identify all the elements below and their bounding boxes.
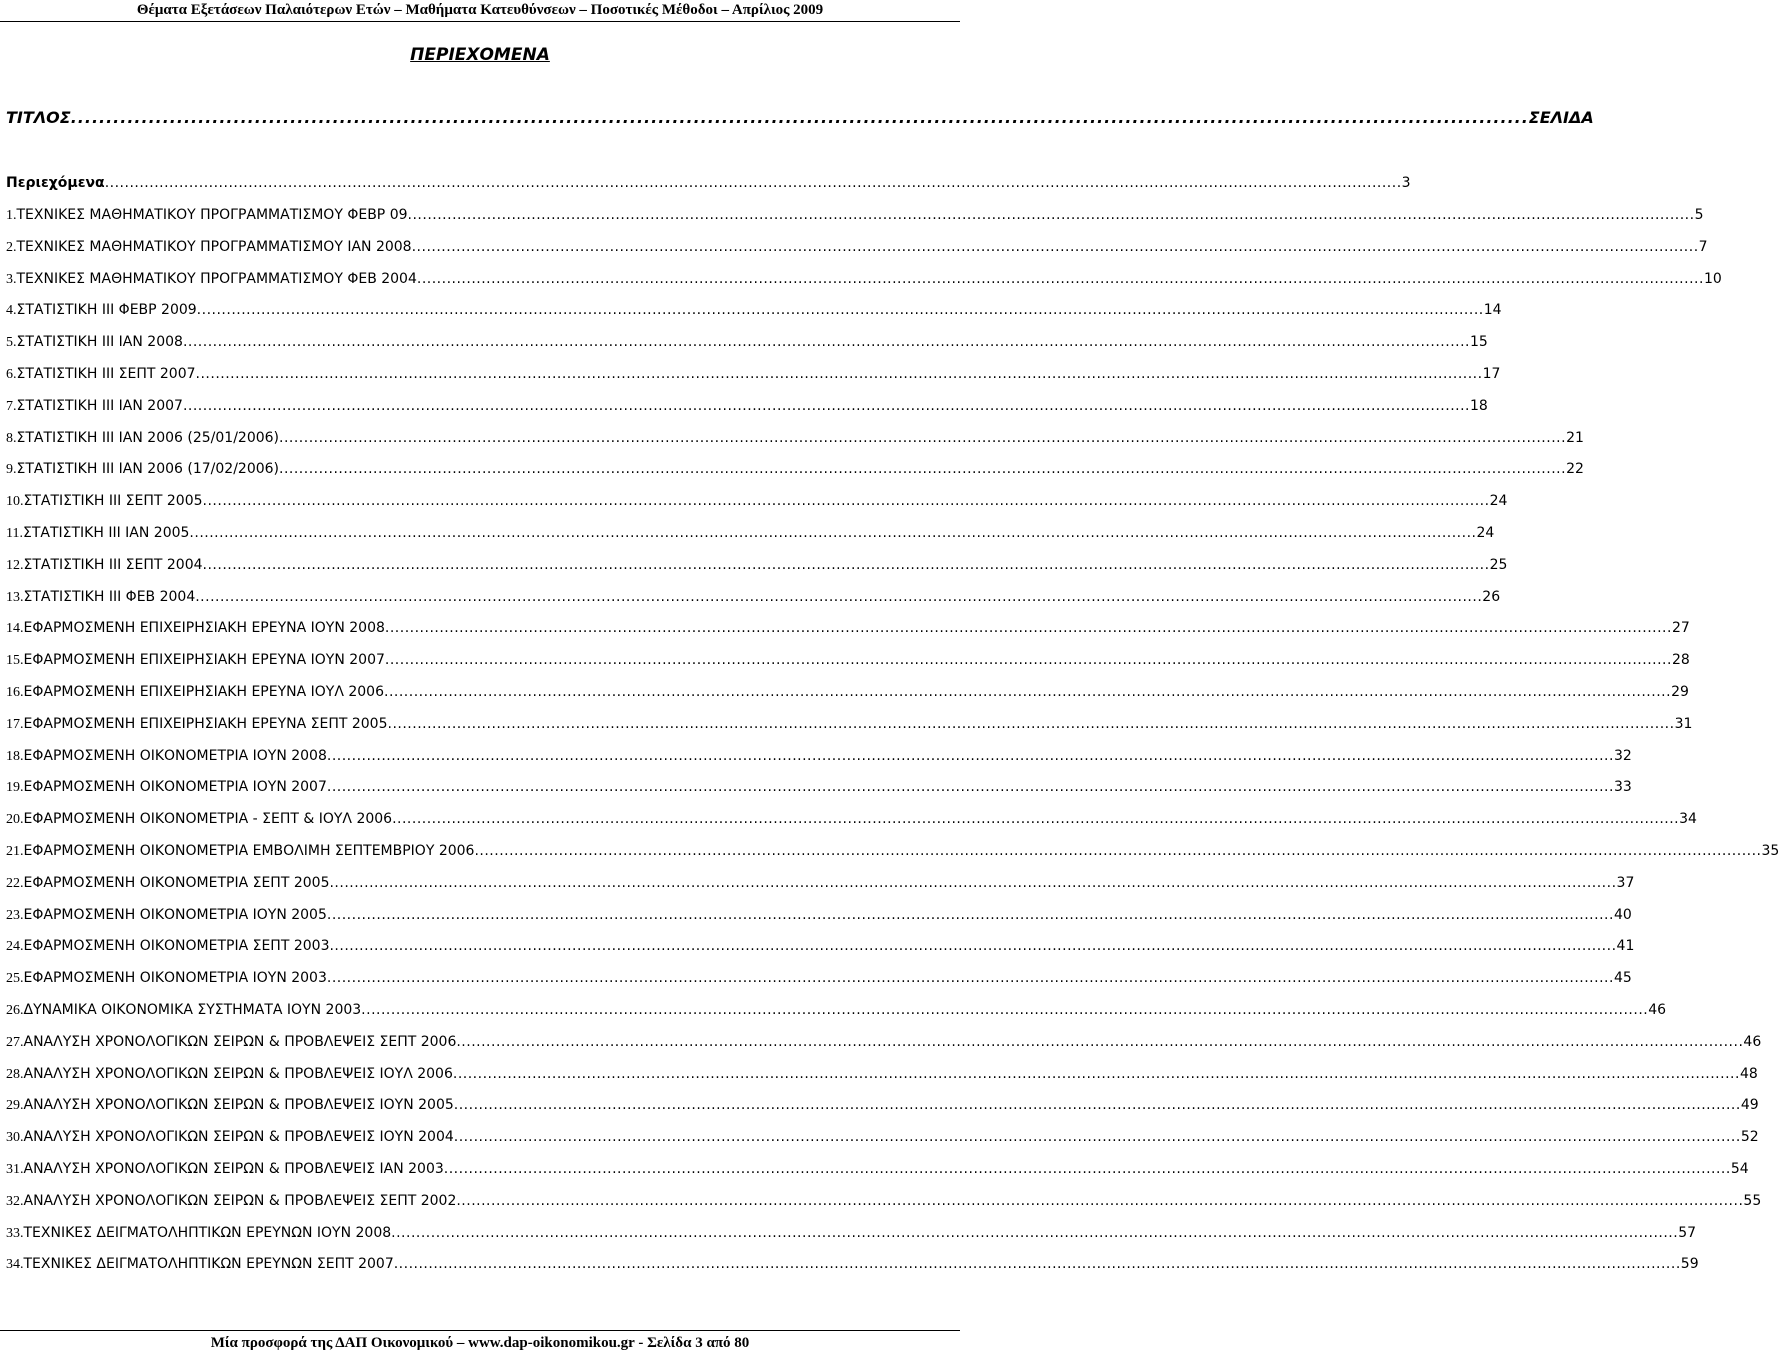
toc-entry-title: ΤΕΧΝΙΚΕΣ ΜΑΘΗΜΑΤΙΚΟΥ ΠΡΟΓΡΑΜΜΑΤΙΣΜΟΥ ΦΕΒ 2004 [16, 271, 417, 287]
toc-entry-page: 24 [1489, 493, 1508, 509]
toc-entry[interactable] [0, 999, 1667, 1021]
toc-entry-page: 49 [1740, 1097, 1759, 1113]
toc-entry-page: 52 [1740, 1129, 1759, 1145]
toc-entry-title: ΑΝΑΛΥΣΗ ΧΡΟΝΟΛΟΓΙΚΩΝ ΣΕΙΡΩΝ & ΠΡΟΒΛΕΨΕΙΣ ΙΟΥΛ 2006 [23, 1066, 453, 1082]
toc-entry-title: ΕΦΑΡΜΟΣΜΕΝΗ ΕΠΙΧΕΙΡΗΣΙΑΚΗ ΕΡΕΥΝΑ ΣΕΠΤ 2005 [23, 716, 388, 732]
dot-leader: .................................................................................................................................................................................................................................................................... [392, 811, 1680, 827]
toc-entry-number: 2. [6, 240, 17, 255]
dot-leader: .............................................................................................................................................................................................................. [70, 108, 1529, 127]
dot-leader: .................................................................................................................................................................................................................................................................... [456, 1034, 1744, 1050]
dot-leader: .................................................................................................................................................................................................................................................................... [279, 461, 1567, 477]
toc-entry[interactable] [0, 776, 1632, 798]
toc-entry-page: 41 [1616, 938, 1635, 954]
toc-entry-page: 5 [1694, 207, 1704, 223]
toc-entry[interactable] [0, 1158, 1749, 1180]
dot-leader: .................................................................................................................................................................................................................................................................... [393, 1256, 1681, 1272]
toc-entry-page: 40 [1613, 907, 1632, 923]
dot-leader: .................................................................................................................................................................................................................................................................... [202, 557, 1490, 573]
dot-leader: .................................................................................................................................................................................................................................................................... [384, 684, 1672, 700]
dot-leader: .................................................................................................................................................................................................................................................................... [474, 843, 1762, 859]
toc-entry[interactable] [0, 617, 1690, 639]
toc-entry-number: 5. [6, 335, 17, 350]
toc-entry[interactable] [0, 363, 1501, 385]
toc-entry-title: ΤΕΧΝΙΚΕΣ ΔΕΙΓΜΑΤΟΛΗΠΤΙΚΩΝ ΕΡΕΥΝΩΝ ΙΟΥΝ 2008 [23, 1225, 392, 1241]
toc-entry[interactable] [0, 649, 1690, 671]
toc-entry-title: ΣΤΑΤΙΣΤΙΚΗ ΙΙΙ ΙΑΝ 2005 [22, 525, 190, 541]
toc-entry-title: ΤΕΧΝΙΚΕΣ ΜΑΘΗΜΑΤΙΚΟΥ ΠΡΟΓΡΑΜΜΑΤΙΣΜΟΥ ΙΑΝ 2008 [16, 239, 412, 255]
dot-leader: .................................................................................................................................................................................................................................................................... [453, 1097, 1741, 1113]
toc-entry[interactable] [0, 840, 1779, 862]
header-rule [0, 21, 960, 22]
toc-entry-title: ΕΦΑΡΜΟΣΜΕΝΗ ΟΙΚΟΝΟΜΕΤΡΙΑ ΕΜΒΟΛΙΜΗ ΣΕΠΤΕΜΒΡΙΟΥ 2006 [23, 843, 475, 859]
toc-entry-title: Περιεχόμενα [6, 175, 105, 191]
toc-entry[interactable] [0, 967, 1632, 989]
toc-entry-title: ΣΤΑΤΙΣΤΙΚΗ ΙΙΙ ΦΕΒΡ 2009 [16, 302, 197, 318]
toc-entry[interactable] [0, 395, 1488, 417]
toc-entry-page: 57 [1678, 1225, 1697, 1241]
toc-entry[interactable] [0, 586, 1501, 608]
dot-leader: .................................................................................................................................................................................................................................................................... [182, 398, 1470, 414]
toc-entry-page: 55 [1743, 1193, 1762, 1209]
footer-rule [0, 1330, 960, 1331]
toc-entry-page: 28 [1671, 652, 1690, 668]
toc-entry-title: ΣΤΑΤΙΣΤΙΚΗ ΙΙΙ ΦΕΒ 2004 [23, 589, 196, 605]
dot-leader: .................................................................................................................................................................................................................................................................... [456, 1193, 1744, 1209]
toc-entry[interactable] [0, 522, 1495, 544]
toc-entry-page: 17 [1482, 366, 1501, 382]
toc-entry-number: 8. [6, 431, 17, 446]
toc-entry-number: 19. [6, 780, 24, 795]
toc-entry-number: 23. [6, 908, 24, 923]
toc-entry[interactable] [0, 236, 1708, 258]
toc-entry-page: 27 [1671, 620, 1690, 636]
dot-leader: .................................................................................................................................................................................................................................................................... [411, 239, 1699, 255]
toc-entry-title: ΔΥΝΑΜΙΚΑ ΟΙΚΟΝΟΜΙΚΑ ΣΥΣΤΗΜΑΤΑ ΙΟΥΝ 2003 [23, 1002, 362, 1018]
toc-entry-number: 25. [6, 971, 24, 986]
toc-entry-page: 14 [1483, 302, 1502, 318]
toc-entry-number: 11. [6, 526, 23, 541]
toc-entry-page: 26 [1482, 589, 1501, 605]
toc-entry[interactable] [0, 458, 1584, 480]
dot-leader: .................................................................................................................................................................................................................................................................... [407, 207, 1695, 223]
toc-entry-number: 7. [6, 399, 17, 414]
toc-entry-number: 17. [6, 717, 24, 732]
running-footer: Μία προσφορά της ΔΑΠ Οικονομικού – www.dap-oikonomikou.gr - Σελίδα 3 από 80 [210, 1335, 750, 1351]
toc-entry-title: ΕΦΑΡΜΟΣΜΕΝΗ ΟΙΚΟΝΟΜΕΤΡΙΑ ΙΟΥΝ 2003 [23, 970, 327, 986]
toc-entry-number: 1. [6, 208, 17, 223]
toc-entry-contents[interactable] [0, 172, 1411, 194]
dot-leader: .................................................................................................................................................................................................................................................................... [326, 907, 1614, 923]
toc-column-headings [6, 107, 1594, 129]
dot-leader: .................................................................................................................................................................................................................................................................... [326, 748, 1614, 764]
dot-leader: .................................................................................................................................................................................................................................................................... [384, 620, 1672, 636]
toc-entry-page: 45 [1613, 970, 1632, 986]
toc-entry-page: 34 [1679, 811, 1697, 827]
toc-entry-page: 24 [1476, 525, 1495, 541]
dot-leader: .................................................................................................................................................................................................................................................................... [182, 334, 1470, 350]
dot-leader: .................................................................................................................................................................................................................................................................... [189, 525, 1477, 541]
toc-entry-number: 27. [6, 1035, 24, 1050]
dot-leader: ...................................................................................................................................................................................................................................................................... [104, 175, 1402, 191]
toc-entry-number: 26. [6, 1003, 24, 1018]
toc-entry-page: 15 [1470, 334, 1488, 350]
toc-entry-page: 3 [1401, 175, 1411, 191]
toc-entry[interactable] [0, 1094, 1759, 1116]
dot-leader: .................................................................................................................................................................................................................................................................... [195, 589, 1483, 605]
toc-entry-number: 21. [6, 844, 24, 859]
toc-entry-title: ΣΤΑΤΙΣΤΙΚΗ ΙΙΙ ΙΑΝ 2006 (17/02/2006) [16, 461, 279, 477]
toc-entry-title: ΕΦΑΡΜΟΣΜΕΝΗ ΕΠΙΧΕΙΡΗΣΙΑΚΗ ΕΡΕΥΝΑ ΙΟΥΝ 2008 [23, 620, 385, 636]
toc-entry-title: ΕΦΑΡΜΟΣΜΕΝΗ ΟΙΚΟΝΟΜΕΤΡΙΑ - ΣΕΠΤ & ΙΟΥΛ 2006 [23, 811, 393, 827]
toc-entry-title: ΕΦΑΡΜΟΣΜΕΝΗ ΟΙΚΟΝΟΜΕΤΡΙΑ ΙΟΥΝ 2005 [23, 907, 327, 923]
toc-entry-title: ΤΕΧΝΙΚΕΣ ΜΑΘΗΜΑΤΙΚΟΥ ΠΡΟΓΡΑΜΜΑΤΙΣΜΟΥ ΦΕΒΡ 09 [16, 207, 408, 223]
dot-leader: .................................................................................................................................................................................................................................................................... [202, 493, 1490, 509]
toc-entry-title: ΣΤΑΤΙΣΤΙΚΗ ΙΙΙ ΣΕΠΤ 2004 [23, 557, 203, 573]
dot-leader: .................................................................................................................................................................................................................................................................... [326, 779, 1614, 795]
toc-entry-page: 54 [1730, 1161, 1749, 1177]
toc-entry-page: 46 [1648, 1002, 1667, 1018]
toc-entry-number: 22. [6, 876, 24, 891]
toc-entry-page: 35 [1761, 843, 1779, 859]
toc-entry-page: 31 [1674, 716, 1693, 732]
toc-entry-page: 10 [1703, 271, 1722, 287]
toc-entry[interactable] [0, 681, 1689, 703]
toc-entry-title: ΕΦΑΡΜΟΣΜΕΝΗ ΟΙΚΟΝΟΜΕΤΡΙΑ ΙΟΥΝ 2007 [23, 779, 327, 795]
toc-entry[interactable] [0, 1222, 1697, 1244]
toc-entry-number: 10. [6, 494, 24, 509]
toc-entry-number: 34. [6, 1257, 24, 1272]
dot-leader: .................................................................................................................................................................................................................................................................... [443, 1161, 1731, 1177]
toc-entry-number: 32. [6, 1194, 24, 1209]
dot-leader: .................................................................................................................................................................................................................................................................... [195, 366, 1483, 382]
toc-entry-page: 46 [1743, 1034, 1762, 1050]
toc-entry-number: 33. [6, 1226, 24, 1241]
toc-entry-page: 59 [1680, 1256, 1699, 1272]
toc-entry[interactable] [0, 554, 1508, 576]
toc-entry-page: 21 [1566, 430, 1584, 446]
toc-entry-number: 12. [6, 558, 24, 573]
toc-entry-number: 9. [6, 462, 17, 477]
dot-leader: .................................................................................................................................................................................................................................................................... [384, 652, 1672, 668]
title-column-heading: ΤΙΤΛΟΣ [6, 108, 71, 127]
toc-entry-number: 20. [6, 812, 24, 827]
dot-leader: .................................................................................................................................................................................................................................................................... [391, 1225, 1679, 1241]
toc-entry-page: 48 [1739, 1066, 1758, 1082]
toc-entry[interactable] [0, 1190, 1762, 1212]
toc-entry-number: 16. [6, 685, 24, 700]
toc-entry[interactable] [0, 1253, 1699, 1275]
toc-entry-title: ΣΤΑΤΙΣΤΙΚΗ ΙΙΙ ΙΑΝ 2007 [16, 398, 183, 414]
dot-leader: .................................................................................................................................................................................................................................................................... [279, 430, 1567, 446]
toc-entry-number: 28. [6, 1067, 24, 1082]
toc-entry[interactable] [0, 490, 1508, 512]
toc-entry-title: ΑΝΑΛΥΣΗ ΧΡΟΝΟΛΟΓΙΚΩΝ ΣΕΙΡΩΝ & ΠΡΟΒΛΕΨΕΙΣ ΣΕΠΤ 2006 [23, 1034, 457, 1050]
dot-leader: .................................................................................................................................................................................................................................................................... [416, 271, 1704, 287]
toc-entry-title: ΕΦΑΡΜΟΣΜΕΝΗ ΟΙΚΟΝΟΜΕΤΡΙΑ ΣΕΠΤ 2005 [23, 875, 330, 891]
toc-entry[interactable] [0, 204, 1704, 226]
toc-entry-title: ΕΦΑΡΜΟΣΜΕΝΗ ΟΙΚΟΝΟΜΕΤΡΙΑ ΣΕΠΤ 2003 [23, 938, 330, 954]
page-column-heading: ΣΕΛΙΔΑ [1528, 108, 1594, 127]
toc-entry-page: 18 [1470, 398, 1488, 414]
toc-entry[interactable] [0, 1063, 1758, 1085]
toc-entry-title: ΕΦΑΡΜΟΣΜΕΝΗ ΟΙΚΟΝΟΜΕΤΡΙΑ ΙΟΥΝ 2008 [23, 748, 327, 764]
toc-entry-page: 33 [1613, 779, 1632, 795]
toc-entry-title: ΣΤΑΤΙΣΤΙΚΗ ΙΙΙ ΙΑΝ 2008 [16, 334, 183, 350]
toc-entry-title: ΣΤΑΤΙΣΤΙΚΗ ΙΙΙ ΙΑΝ 2006 (25/01/2006) [16, 430, 279, 446]
toc-entry-number: 3. [6, 272, 17, 287]
toc-entry-title: ΕΦΑΡΜΟΣΜΕΝΗ ΕΠΙΧΕΙΡΗΣΙΑΚΗ ΕΡΕΥΝΑ ΙΟΥΝ 2007 [23, 652, 385, 668]
toc-entry[interactable] [0, 1126, 1759, 1148]
running-header: Θέματα Εξετάσεων Παλαιότερων Ετών – Μαθήματα Κατευθύνσεων – Ποσοτικές Μέθοδοι – Απρίλιος 2009 [136, 2, 824, 18]
toc-entry[interactable] [0, 745, 1632, 767]
toc-entry-number: 30. [6, 1130, 24, 1145]
toc-entry-title: ΕΦΑΡΜΟΣΜΕΝΗ ΕΠΙΧΕΙΡΗΣΙΑΚΗ ΕΡΕΥΝΑ ΙΟΥΛ 2006 [23, 684, 384, 700]
toc-heading: ΠΕΡΙΕΧΟΜΕΝΑ [410, 45, 550, 65]
dot-leader: .................................................................................................................................................................................................................................................................... [329, 938, 1617, 954]
toc-entry-number: 6. [6, 367, 17, 382]
toc-entry-number: 15. [6, 653, 24, 668]
toc-entry-page: 37 [1616, 875, 1635, 891]
dot-leader: .................................................................................................................................................................................................................................................................... [196, 302, 1484, 318]
toc-entry-page: 29 [1671, 684, 1689, 700]
toc-entry[interactable] [0, 713, 1693, 735]
toc-entry-number: 14. [6, 621, 24, 636]
toc-entry-title: ΣΤΑΤΙΣΤΙΚΗ ΙΙΙ ΣΕΠΤ 2005 [23, 493, 203, 509]
toc-entry-title: ΣΤΑΤΙΣΤΙΚΗ ΙΙΙ ΣΕΠΤ 2007 [16, 366, 196, 382]
toc-entry[interactable] [0, 331, 1488, 353]
dot-leader: .................................................................................................................................................................................................................................................................... [453, 1129, 1741, 1145]
toc-entry[interactable] [0, 872, 1635, 894]
toc-entry-page: 32 [1613, 748, 1632, 764]
toc-entry[interactable] [0, 299, 1502, 321]
toc-entry-number: 13. [6, 590, 24, 605]
toc-entry[interactable] [0, 427, 1584, 449]
toc-entry-number: 4. [6, 303, 17, 318]
toc-entry-page: 7 [1698, 239, 1708, 255]
toc-entry[interactable] [0, 904, 1632, 926]
toc-entry-number: 29. [6, 1098, 24, 1113]
toc-entry-number: 18. [6, 749, 24, 764]
toc-entry-number: 24. [6, 939, 24, 954]
toc-entry[interactable] [0, 808, 1697, 830]
toc-entry-title: ΑΝΑΛΥΣΗ ΧΡΟΝΟΛΟΓΙΚΩΝ ΣΕΙΡΩΝ & ΠΡΟΒΛΕΨΕΙΣ ΙΟΥΝ 2005 [23, 1097, 454, 1113]
toc-entry[interactable] [0, 268, 1722, 290]
toc-entry-title: ΑΝΑΛΥΣΗ ΧΡΟΝΟΛΟΓΙΚΩΝ ΣΕΙΡΩΝ & ΠΡΟΒΛΕΨΕΙΣ ΣΕΠΤ 2002 [23, 1193, 457, 1209]
toc-entry-title: ΤΕΧΝΙΚΕΣ ΔΕΙΓΜΑΤΟΛΗΠΤΙΚΩΝ ΕΡΕΥΝΩΝ ΣΕΠΤ 2007 [23, 1256, 394, 1272]
toc-entry-page: 22 [1566, 461, 1584, 477]
toc-entry[interactable] [0, 1031, 1762, 1053]
dot-leader: .................................................................................................................................................................................................................................................................... [361, 1002, 1649, 1018]
dot-leader: .................................................................................................................................................................................................................................................................... [326, 970, 1614, 986]
toc-entry-page: 25 [1489, 557, 1508, 573]
toc-entry-title: ΑΝΑΛΥΣΗ ΧΡΟΝΟΛΟΓΙΚΩΝ ΣΕΙΡΩΝ & ΠΡΟΒΛΕΨΕΙΣ ΙΟΥΝ 2004 [23, 1129, 454, 1145]
dot-leader: .................................................................................................................................................................................................................................................................... [329, 875, 1617, 891]
dot-leader: .................................................................................................................................................................................................................................................................... [452, 1066, 1740, 1082]
toc-entry-title: ΑΝΑΛΥΣΗ ΧΡΟΝΟΛΟΓΙΚΩΝ ΣΕΙΡΩΝ & ΠΡΟΒΛΕΨΕΙΣ ΙΑΝ 2003 [23, 1161, 444, 1177]
toc-entry[interactable] [0, 935, 1635, 957]
dot-leader: .................................................................................................................................................................................................................................................................... [387, 716, 1675, 732]
toc-entry-number: 31. [6, 1162, 24, 1177]
